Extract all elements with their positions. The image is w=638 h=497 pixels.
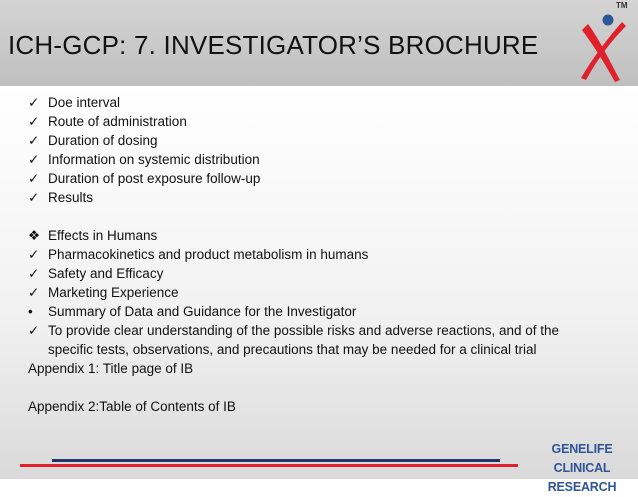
checkmark-icon: ✓	[28, 247, 40, 262]
list-item: ✓ Doe interval	[28, 95, 121, 110]
spacer	[28, 378, 588, 397]
list-item: ✓ Duration of dosing	[28, 133, 158, 148]
checkmark-icon: ✓	[28, 285, 40, 300]
list-item: ✓ Duration of post exposure follow-up	[28, 171, 261, 186]
list-item: ✓ Results	[28, 190, 94, 205]
spacer	[28, 207, 588, 226]
checkmark-icon: ✓	[28, 133, 40, 148]
list-item: ✓ To provide clear understanding of the possible risks and adverse reactions, and of the specific tests, observations, and precautions that may be needed for a clinical trial	[28, 323, 560, 357]
brand-line-2: RESEARCH	[547, 480, 617, 494]
trademark-label: TM	[616, 1, 628, 10]
list-item: ✓ Safety and Efficacy	[28, 266, 164, 281]
list-item: ✓ Pharmacokinetics and product metabolism in humans	[28, 247, 369, 262]
list-item: ✓ Marketing Experience	[28, 285, 179, 300]
slide-body	[0, 86, 638, 479]
list-item: ✓ Information on systemic distribution	[28, 152, 260, 167]
slide-header	[0, 0, 638, 86]
appendix-item: Appendix 2:Table of Contents of IB	[28, 399, 236, 414]
checkmark-icon: ✓	[28, 152, 40, 167]
list-item: ❖ Effects in Humans	[28, 228, 158, 243]
appendix-item: Appendix 1: Title page of IB	[28, 361, 194, 376]
checkmark-icon: ✓	[28, 114, 40, 129]
list-item: ✓ Route of administration	[28, 114, 187, 129]
checkmark-icon: ✓	[28, 323, 40, 338]
brand-line-1: GENELIFE CLINICAL	[551, 442, 613, 475]
content-list	[28, 93, 588, 416]
slide-title: ICH-GCP: 7. INVESTIGATOR’S BROCHURE	[8, 30, 539, 60]
genelife-logo	[570, 0, 638, 86]
brand-wordmark	[526, 440, 638, 497]
logo-x-icon	[570, 0, 638, 86]
footer-line-red	[20, 464, 518, 467]
checkmark-icon: ✓	[28, 266, 40, 281]
list-item: • Summary of Data and Guidance for the Investigator	[28, 304, 357, 319]
diamond-bullet-icon: ❖	[28, 228, 41, 243]
checkmark-icon: ✓	[28, 171, 40, 186]
bullet-icon: •	[28, 304, 33, 319]
checkmark-icon: ✓	[28, 95, 40, 110]
checkmark-icon: ✓	[28, 190, 40, 205]
footer-line-navy	[52, 459, 500, 462]
